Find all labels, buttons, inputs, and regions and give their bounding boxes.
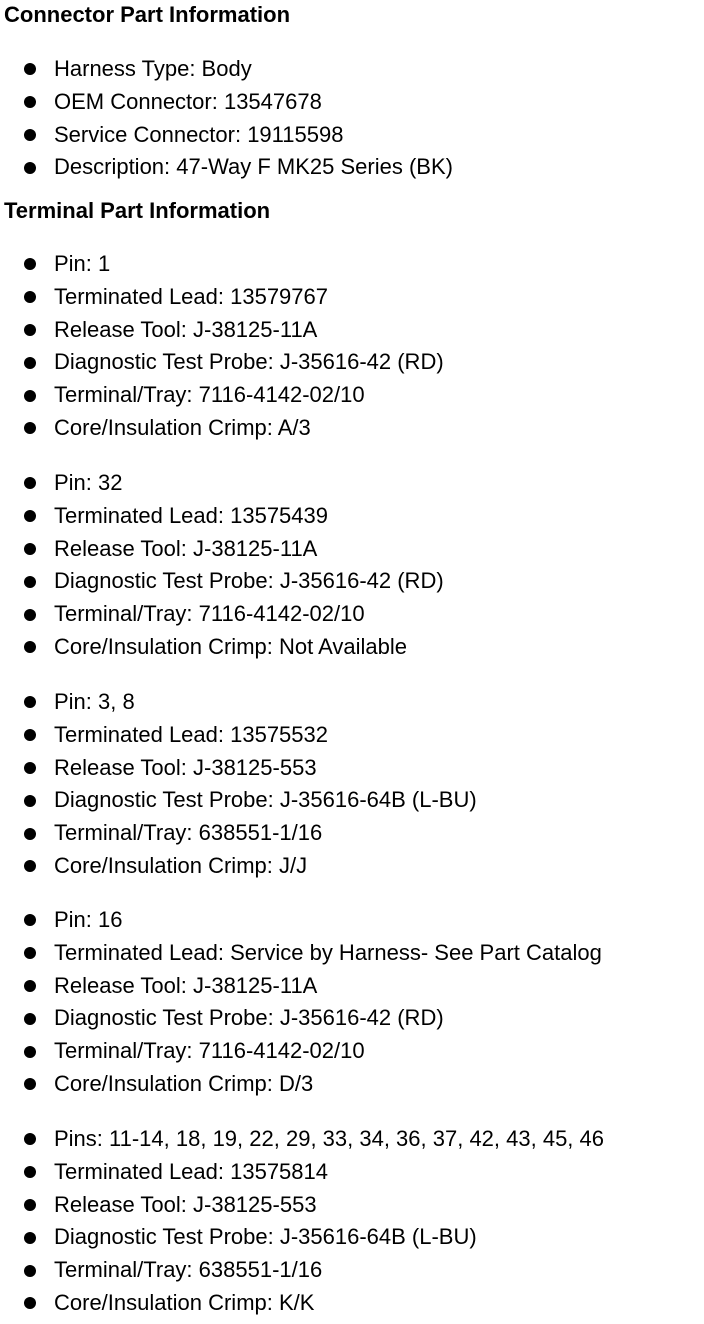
bullet-icon [24,1199,36,1211]
terminal-group-3 [0,686,477,883]
list-item [0,1287,604,1320]
list-item [0,1002,602,1035]
list-item [0,1254,604,1287]
list-item [0,53,453,86]
list-item-text: Terminated Lead: Service by Harness- See Part Catalog [54,939,602,965]
bullet-icon [24,1013,36,1025]
list-item-text: Release Tool: J-38125-553 [54,1191,317,1217]
list-item-text: Core/Insulation Crimp: K/K [54,1289,315,1315]
list-item [0,565,444,598]
bullet-icon [24,1297,36,1309]
bullet-icon [24,1133,36,1145]
list-item [0,784,477,817]
list-item-text: Terminal/Tray: 7116-4142-02/10 [54,1038,365,1064]
bullet-icon [24,422,36,434]
list-item-text: Pin: 3, 8 [54,689,135,714]
bullet-icon [24,1232,36,1244]
list-item-text: Core/Insulation Crimp: J/J [54,852,308,878]
list-item [0,346,444,379]
list-item-text: Pin: 32 [54,470,123,495]
bullet-icon [24,543,36,555]
list-item [0,1068,602,1101]
list-item [0,1035,602,1068]
list-item-text: Description: 47-Way F MK25 Series (BK) [54,154,453,180]
bullet-icon [24,291,36,303]
list-item [0,248,444,281]
list-item [0,719,477,752]
list-item [0,533,444,566]
bullet-icon [24,63,36,75]
terminal-group-2 [0,467,444,664]
bullet-icon [24,96,36,108]
bullet-icon [24,1078,36,1090]
list-item [0,281,444,314]
list-item [0,817,477,850]
list-item-text: Diagnostic Test Probe: J-35616-64B (L-BU) [54,787,477,813]
list-item-text: Core/Insulation Crimp: A/3 [54,414,311,440]
list-item [0,151,453,184]
list-item [0,412,444,445]
list-item-text: Core/Insulation Crimp: D/3 [54,1070,314,1096]
bullet-icon [24,762,36,774]
bullet-icon [24,980,36,992]
list-item [0,467,444,500]
list-item-text: Release Tool: J-38125-11A [54,535,318,561]
list-item [0,937,602,970]
bullet-icon [24,860,36,872]
bullet-icon [24,696,36,708]
list-item [0,631,444,664]
list-item-text: Release Tool: J-38125-11A [54,972,318,998]
list-item [0,500,444,533]
bullet-icon [24,947,36,959]
list-item-text: Diagnostic Test Probe: J-35616-42 (RD) [54,1005,444,1031]
terminal-group-4 [0,904,602,1101]
bullet-icon [24,641,36,653]
list-item [0,379,444,412]
bullet-icon [24,324,36,336]
list-item-text: Harness Type: Body [54,56,252,81]
bullet-icon [24,390,36,402]
bullet-icon [24,258,36,270]
bullet-icon [24,795,36,807]
bullet-icon [24,1166,36,1178]
bullet-icon [24,129,36,141]
list-item-text: Terminated Lead: 13575439 [54,502,328,528]
list-item-text: Terminated Lead: 13575814 [54,1158,328,1184]
list-item [0,686,477,719]
list-item-text: Terminal/Tray: 7116-4142-02/10 [54,601,365,627]
list-item-text: OEM Connector: 13547678 [54,88,322,114]
list-item [0,119,453,152]
list-item-text: Terminated Lead: 13579767 [54,283,328,309]
list-item [0,1221,604,1254]
list-item-text: Terminal/Tray: 7116-4142-02/10 [54,382,365,408]
list-item-text: Release Tool: J-38125-11A [54,316,318,342]
bullet-icon [24,609,36,621]
terminal-group-5 [0,1123,604,1320]
list-item-text: Diagnostic Test Probe: J-35616-42 (RD) [54,568,444,594]
bullet-icon [24,477,36,489]
connector-section-title: Connector Part Information [4,2,291,27]
list-item [0,752,477,785]
list-item [0,1189,604,1222]
bullet-icon [24,828,36,840]
list-item [0,904,602,937]
list-item-text: Pins: 11-14, 18, 19, 22, 29, 33, 34, 36, 37, 42, 43, 45, 46 [54,1126,604,1151]
list-item [0,598,444,631]
list-item [0,86,453,119]
terminal-section-title: Terminal Part Information [4,198,271,223]
list-item-text: Service Connector: 19115598 [54,121,344,147]
list-item-text: Core/Insulation Crimp: Not Available [54,633,407,659]
list-item-text: Diagnostic Test Probe: J-35616-42 (RD) [54,349,444,375]
bullet-icon [24,1265,36,1277]
bullet-icon [24,729,36,741]
list-item-text: Pin: 16 [54,907,123,932]
list-item [0,314,444,347]
list-item [0,1123,604,1156]
bullet-icon [24,576,36,588]
list-item-text: Terminated Lead: 13575532 [54,721,328,747]
bullet-icon [24,914,36,926]
bullet-icon [24,357,36,369]
bullet-icon [24,1046,36,1058]
list-item-text: Terminal/Tray: 638551-1/16 [54,820,323,846]
connector-info-list [0,53,453,184]
list-item-text: Diagnostic Test Probe: J-35616-64B (L-BU) [54,1224,477,1250]
list-item [0,1156,604,1189]
bullet-icon [24,162,36,174]
list-item [0,970,602,1003]
list-item-text: Release Tool: J-38125-553 [54,754,317,780]
list-item-text: Pin: 1 [54,251,111,276]
list-item [0,850,477,883]
terminal-group-1 [0,248,444,445]
list-item-text: Terminal/Tray: 638551-1/16 [54,1257,323,1283]
bullet-icon [24,510,36,522]
